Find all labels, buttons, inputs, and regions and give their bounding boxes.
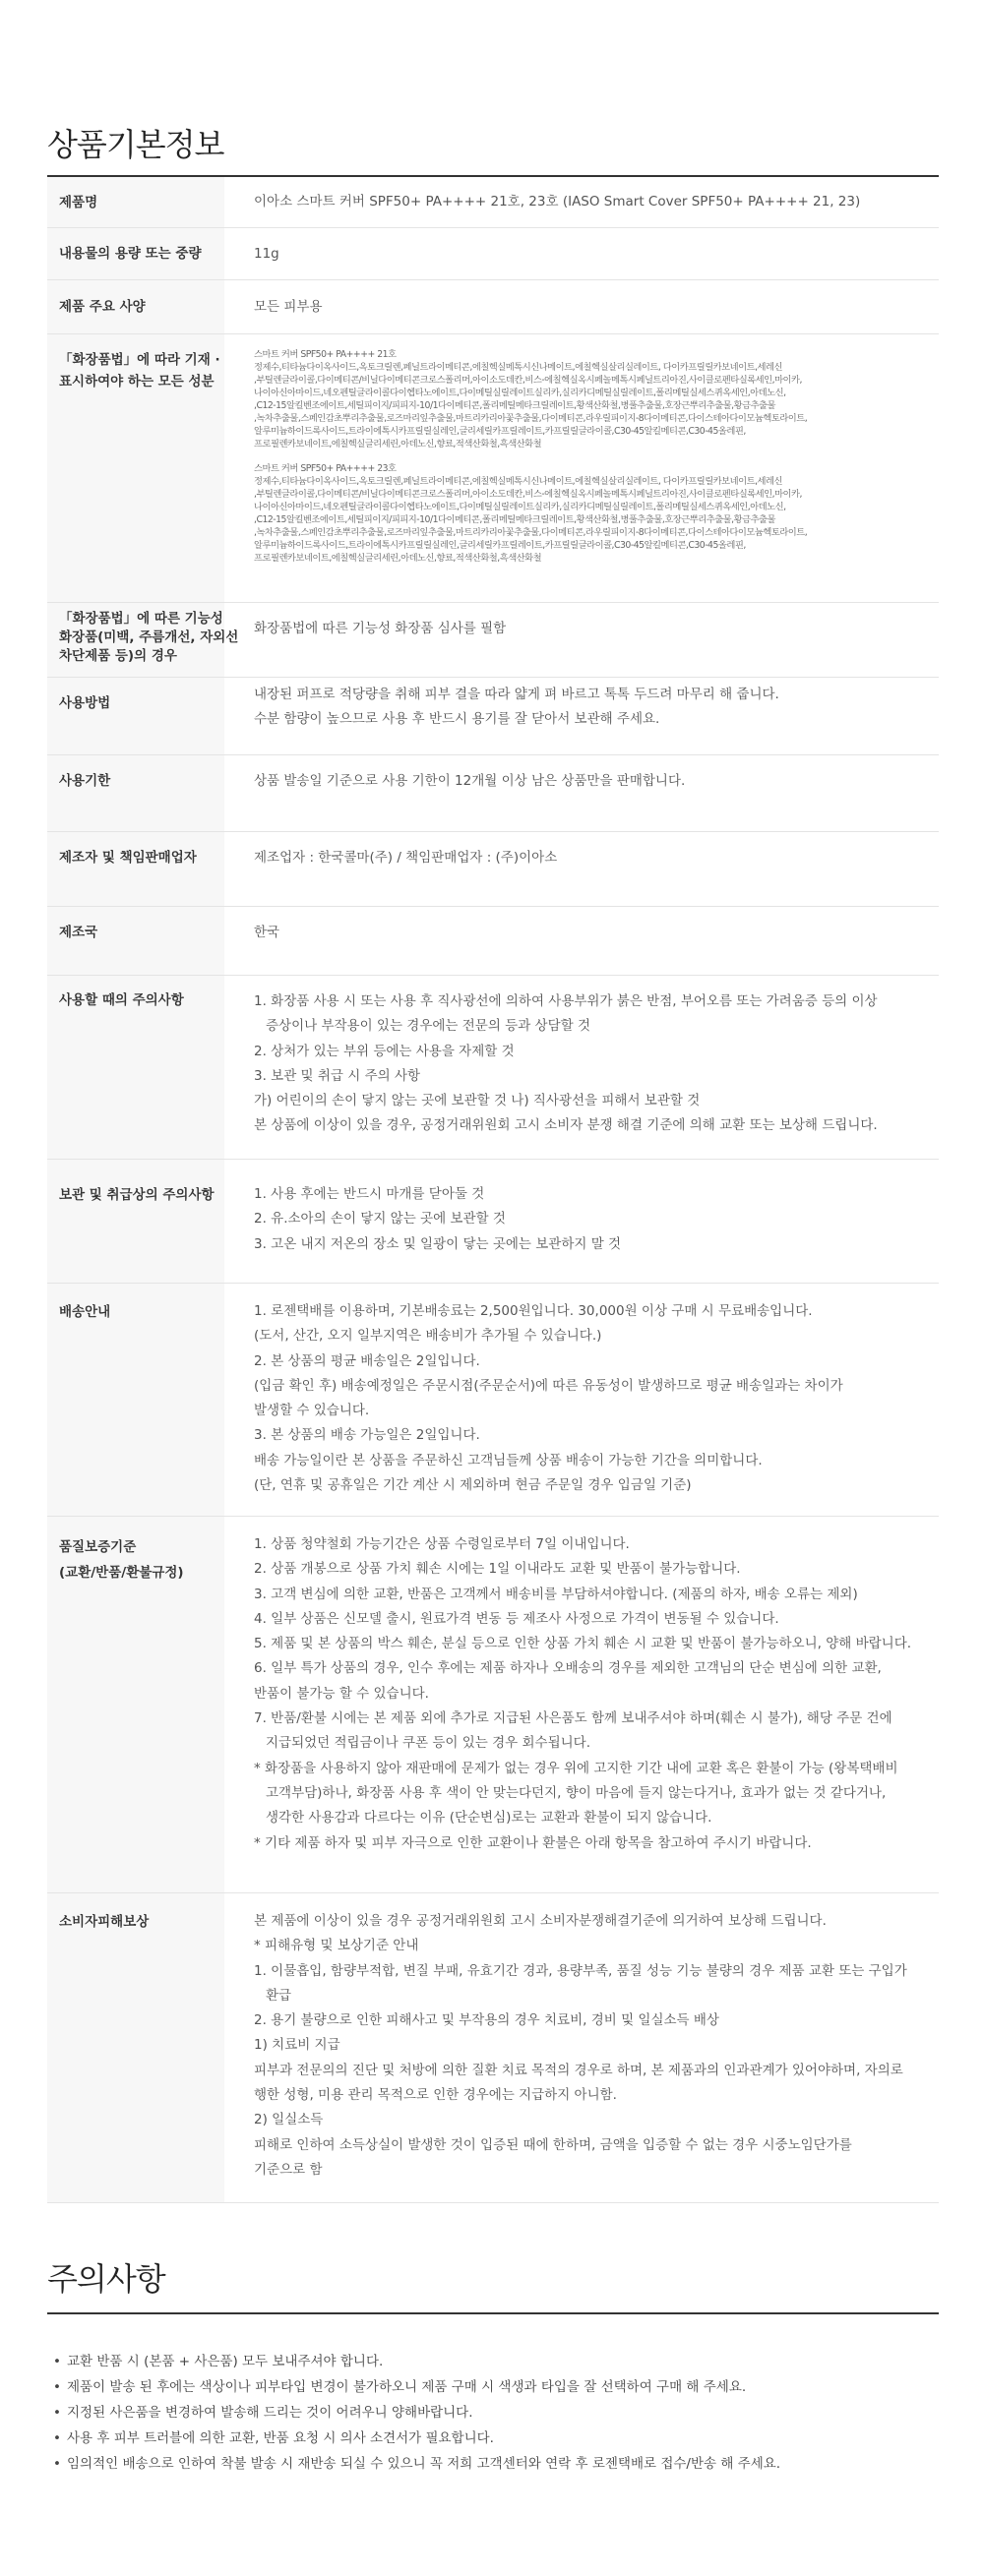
value-functional: 화장품법에 따른 기능성 화장품 심사를 필함: [254, 621, 507, 636]
bullet-icon: •: [53, 2354, 61, 2369]
value-storage: 1. 사용 후에는 반드시 마개를 닫아둘 것 2. 유.소아의 손이 닿지 않는 곳에 보관할 것 3. 고온 내지 저온의 장소 및 일광이 닿는 곳에는 보관하지 말 것: [254, 1186, 622, 1252]
notice-item: • 임의적인 배송으로 인하여 착불 발송 시 재반송 되실 수 있으니 꼭 저희 고객센터와 연락 후 로젠택배로 접수/반송 해 주세요.: [47, 2451, 939, 2477]
value-spec: 모든 피부용: [254, 299, 323, 315]
value-usage-caution: 1. 화장품 사용 시 또는 사용 후 직사광선에 의하여 사용부위가 붉은 반점, 부어오름 또는 가려움증 등의 이상 증상이나 부작용이 있는 경우에는 전문의 등과 상담할 것 2. 상처가 있는 부위 등에는 사용을 자제할 것 3. 보관 및 취급 시 주의 사항 가) 어린이의 손이 닿지 않는 곳에 보관할 것 나) 직사광선을 피해서 보관할 것 본 상품에 이상이 있을 경우, 공정거래위원회 고시 소비자 분쟁 해결 기준에 의해 교환 또는 보상해 드립니다.: [254, 993, 878, 1134]
row-head: [47, 1893, 224, 2202]
label-shipping: 배송안내: [59, 1304, 111, 1320]
row-storage: [47, 1160, 939, 1284]
label-functional: 「화장품법」에 따른 기능성 화장품(미백, 주름개선, 자외선 차단제품 등)의 경우: [59, 611, 239, 664]
value-warranty: 1. 상품 청약철회 가능기간은 상품 수령일로부터 7일 이내입니다. 2. 상품 개봉으로 상품 가치 훼손 시에는 1일 이내라도 교환 및 반품이 불가능합니다. 3. 고객 변심에 의한 교환, 반품은 고객께서 배송비를 부담하셔야합니다. (제품의 하자, 배송 오류는 제외) 4. 일부 상품은 신모델 출시, 원료가격 변동 등 제조사 사정으로 가격이 변동될 수 있습니다. 5. 제품 및 본 상품의 박스 훼손, 분실 등으로 인한 상품 가치 훼손 시 교환 및 반품이 불가능하오니, 양해 바랍니다. 6. 일부 특가 상품의 경우, 인수 후에는 제품 하자나 오배송의 경우를 제외한 고객님의 단순 변심에 의한 교환, 반품이 불가능 할 수 있습니다. 7. 반품/환불 시에는 본 제품 외에 추가로 지급된 사은품도 함께 보내주셔야 하며(훼손 시 불가), 해당 주문 건에 지급되었던 적립금이나 쿠폰 등이 있는 경우 회수됩니다. * 화장품을 사용하지 않아 재판매에 문제가 없는 경우 위에 고지한 기간 내에 교환 혹은 환불이 가능 (왕복택배비 고객부담)하나, 화장품 사용 후 색이 안 맞는다던지, 향이 마음에 들지 않는다거나, 효과가 없는 것 같다거나, 생각한 사용감과 다르다는 이유 (단순변심)로는 교환과 환불이 되지 않습니다. * 기타 제품 하자 및 피부 자극으로 인한 교환이나 환불은 아래 항목을 참고하여 주시기 바랍니다.: [254, 1536, 912, 1851]
label-usage: 사용방법: [59, 695, 111, 711]
basic-info-title: 상품기본정보: [47, 126, 224, 163]
row-ingredients: [47, 334, 939, 603]
row-capacity: [47, 228, 939, 280]
value-product-name: 이아소 스마트 커버 SPF50+ PA++++ 21호, 23호 (IASO Smart Cover SPF50+ PA++++ 21, 23): [254, 194, 861, 210]
notice-item: • 교환 반품 시 (본품 + 사은품) 모두 보내주셔야 합니다.: [47, 2349, 939, 2374]
notice-divider: [47, 2312, 939, 2314]
label-ingredients: 「화장품법」에 따라 기재 · 표시하여야 하는 모든 성분: [59, 352, 220, 389]
notice-item: • 제품이 발송 된 후에는 색상이나 피부타입 변경이 불가하오니 제품 구매 시 색생과 타입을 잘 선택하여 구매 해 주세요.: [47, 2374, 939, 2400]
value-usage: 내장된 퍼프로 적당량을 취해 피부 결을 따라 얇게 펴 바르고 톡톡 두드려 마무리 해 줍니다. 수분 함량이 높으므로 사용 후 반드시 용기를 잘 닫아서 보관해 주세요.: [254, 687, 779, 728]
notice-item: • 지정된 사은품을 변경하여 발송해 드리는 것이 어려우니 양해바랍니다.: [47, 2400, 939, 2426]
value-compensation: 본 제품에 이상이 있을 경우 공정거래위원회 고시 소비자분쟁해결기준에 의거하여 보상해 드립니다. * 피해유형 및 보상기준 안내 1. 이물흡입, 함량부적합, 변질 부패, 유효기간 경과, 용량부족, 품질 성능 기능 불량의 경우 제품 교환 또는 구입가 환급 2. 용기 불량으로 인한 피해사고 및 부작용의 경우 치료비, 경비 및 일실소득 배상 1) 치료비 지급 피부과 전문의의 진단 및 처방에 의한 질환 치료 목적의 경우로 하며, 본 제품과의 인과관계가 있어야하며, 자의로 행한 성형, 미용 관리 목적으로 인한 경우에는 지급하지 아니함. 2) 일실소득 피해로 인하여 소득상실이 발생한 것이 입증된 때에 한하며, 금액을 입증할 수 없는 경우 시중노임단가를 기준으로 함: [254, 1913, 907, 2178]
row-maker: [47, 832, 939, 907]
notice-title: 주의사항: [47, 2260, 165, 2298]
row-head: [47, 755, 224, 831]
row-head: [47, 678, 224, 754]
label-warranty: 품질보증기준 (교환/반품/환불규정): [59, 1539, 184, 1581]
row-usage-caution: [47, 976, 939, 1160]
row-spec: [47, 280, 939, 334]
label-usage-caution: 사용할 때의 주의사항: [59, 992, 184, 1008]
value-shipping: 1. 로젠택배를 이용하며, 기본배송료는 2,500원입니다. 30,000원 이상 구매 시 무료배송입니다. (도서, 산간, 오지 일부지역은 배송비가 추가될 수 있습니다.) 2. 본 상품의 평균 배송일은 2일입니다. (입금 확인 후) 배송예정일은 주문시점(주문순서)에 따른 유동성이 발생하므로 평균 배송일과는 차이가 발생할 수 있습니다. 3. 본 상품의 배송 가능일은 2일입니다. 배송 가능일이란 본 상품을 주문하신 고객님들께 상품 배송이 가능한 기간을 의미합니다. (단, 연휴 및 공휴일은 기간 계산 시 제외하며 현금 주문일 경우 입금일 기준): [254, 1303, 843, 1494]
label-maker: 제조자 및 책임판매업자: [59, 850, 197, 866]
bullet-icon: •: [53, 2405, 61, 2421]
row-product-name: [47, 177, 939, 228]
bullet-icon: •: [53, 2456, 61, 2472]
row-country: [47, 907, 939, 976]
bullet-icon: •: [53, 2430, 61, 2446]
label-storage: 보관 및 취급상의 주의사항: [59, 1187, 215, 1203]
value-country: 한국: [254, 925, 280, 940]
row-expiry: [47, 755, 939, 832]
row-head: [47, 1160, 224, 1283]
value-ingredients: 스마트 커버 SPF50+ PA++++ 21호 정제수,티타늄다이옥사이드,옥토크릴렌,페닐트라이메티콘,에칠헥실메톡시신나메이트,에칠헥실살리실레이트, 다이카프릴릴카보네이트,세레신 ,부틸렌글라이콜,다이메티콘/비닐다이메티콘크로스폴리머,아이소도데칸,비스-에칠헥실옥시페놀메톡시페닐트리아진,사이클로펜타실록세인,마이카, 나이아신아마이드,네오펜틸글라이콜다이헵타노에이트,다이메틸실릴레이트실리카,실리카디메틸실릴레이트,폴리메틸실세스퀴옥세인,아데노신, ,C12-15알킬벤조에이트,세틸피이지/피피지-10/1다이메티콘,폴리메틸메타크릴레이트,황색산화철,병풀추출물,호장근뿌리추출물,황금추출물 ,녹차추출물,스페인감초뿌리추출물,로즈마리잎추출물,마트리카리아꽃추출물,다이메티콘,라우릴피이지-8다이메티콘,다이스테아다이모늄헥토라이트, 알루미늄하이드록사이드,트라이에톡시카프릴릴실레인,글리세릴카프릴레이트,카프릴릴글라이콜,C30-45알킬메티콘,C30-45올레핀, 프로필렌카보네이트,에칠헥실글리세린,아데노신,향료,적색산화철,흑색산화철 스마트 커버 SPF50+ PA++++ 23호 정제수,티타늄다이옥사이드,옥토크릴렌,페닐트라이메티콘,에칠헥실메톡시신나메이트,에칠헥실살리실레이트, 다이카프릴릴카보네이트,세레신 ,부틸렌글라이콜,다이메티콘/비닐다이메티콘크로스폴리머,아이소도데칸,비스-에칠헥실옥시페놀메톡시페닐트리아진,사이클로펜타실록세인,마이카, 나이아신아마이드,네오펜틸글라이콜다이헵타노에이트,다이메틸실릴레이트실리카,실리카디메틸실릴레이트,폴리메틸실세스퀴옥세인,아데노신, ,C12-15알킬벤조에이트,세틸피이지/피피지-10/1다이메티콘,폴리메틸메타크릴레이트,황색산화철,병풀추출물,호장근뿌리추출물,황금추출물 ,녹차추출물,스페인감초뿌리추출물,로즈마리잎추출물,마트리카리아꽃추출물,다이메티콘,라우릴피이지-8다이메티콘,다이스테아다이모늄헥토라이트, 알루미늄하이드록사이드,트라이에톡시카프릴릴실레인,글리세릴카프릴레이트,카프릴릴글라이콜,C30-45알킬메티콘,C30-45올레핀, 프로필렌카보네이트,에칠헥실글리세린,아데노신,향료,적색산화철,흑색산화철: [254, 349, 808, 564]
row-functional: [47, 603, 939, 678]
row-warranty: [47, 1517, 939, 1893]
label-country: 제조국: [59, 925, 98, 940]
bullet-icon: •: [53, 2379, 61, 2395]
value-expiry: 상품 발송일 기준으로 사용 기한이 12개월 이상 남은 상품만을 판매합니다.: [254, 773, 686, 789]
label-spec: 제품 주요 사양: [59, 299, 146, 315]
label-product-name: 제품명: [59, 195, 98, 210]
notice-item: • 사용 후 피부 트러블에 의한 교환, 반품 요청 시 의사 소견서가 필요합니다.: [47, 2426, 939, 2451]
row-compensation: [47, 1893, 939, 2203]
row-usage: [47, 678, 939, 755]
value-maker: 제조업자 : 한국콜마(주) / 책임판매업자 : (주)이아소: [254, 850, 558, 866]
label-compensation: 소비자피해보상: [59, 1914, 150, 1930]
notice-list: [47, 2349, 939, 2477]
row-head: [47, 832, 224, 906]
row-shipping: [47, 1284, 939, 1517]
value-capacity: 11g: [254, 246, 279, 262]
label-expiry: 사용기한: [59, 773, 111, 789]
label-capacity: 내용물의 용량 또는 중량: [59, 246, 202, 262]
